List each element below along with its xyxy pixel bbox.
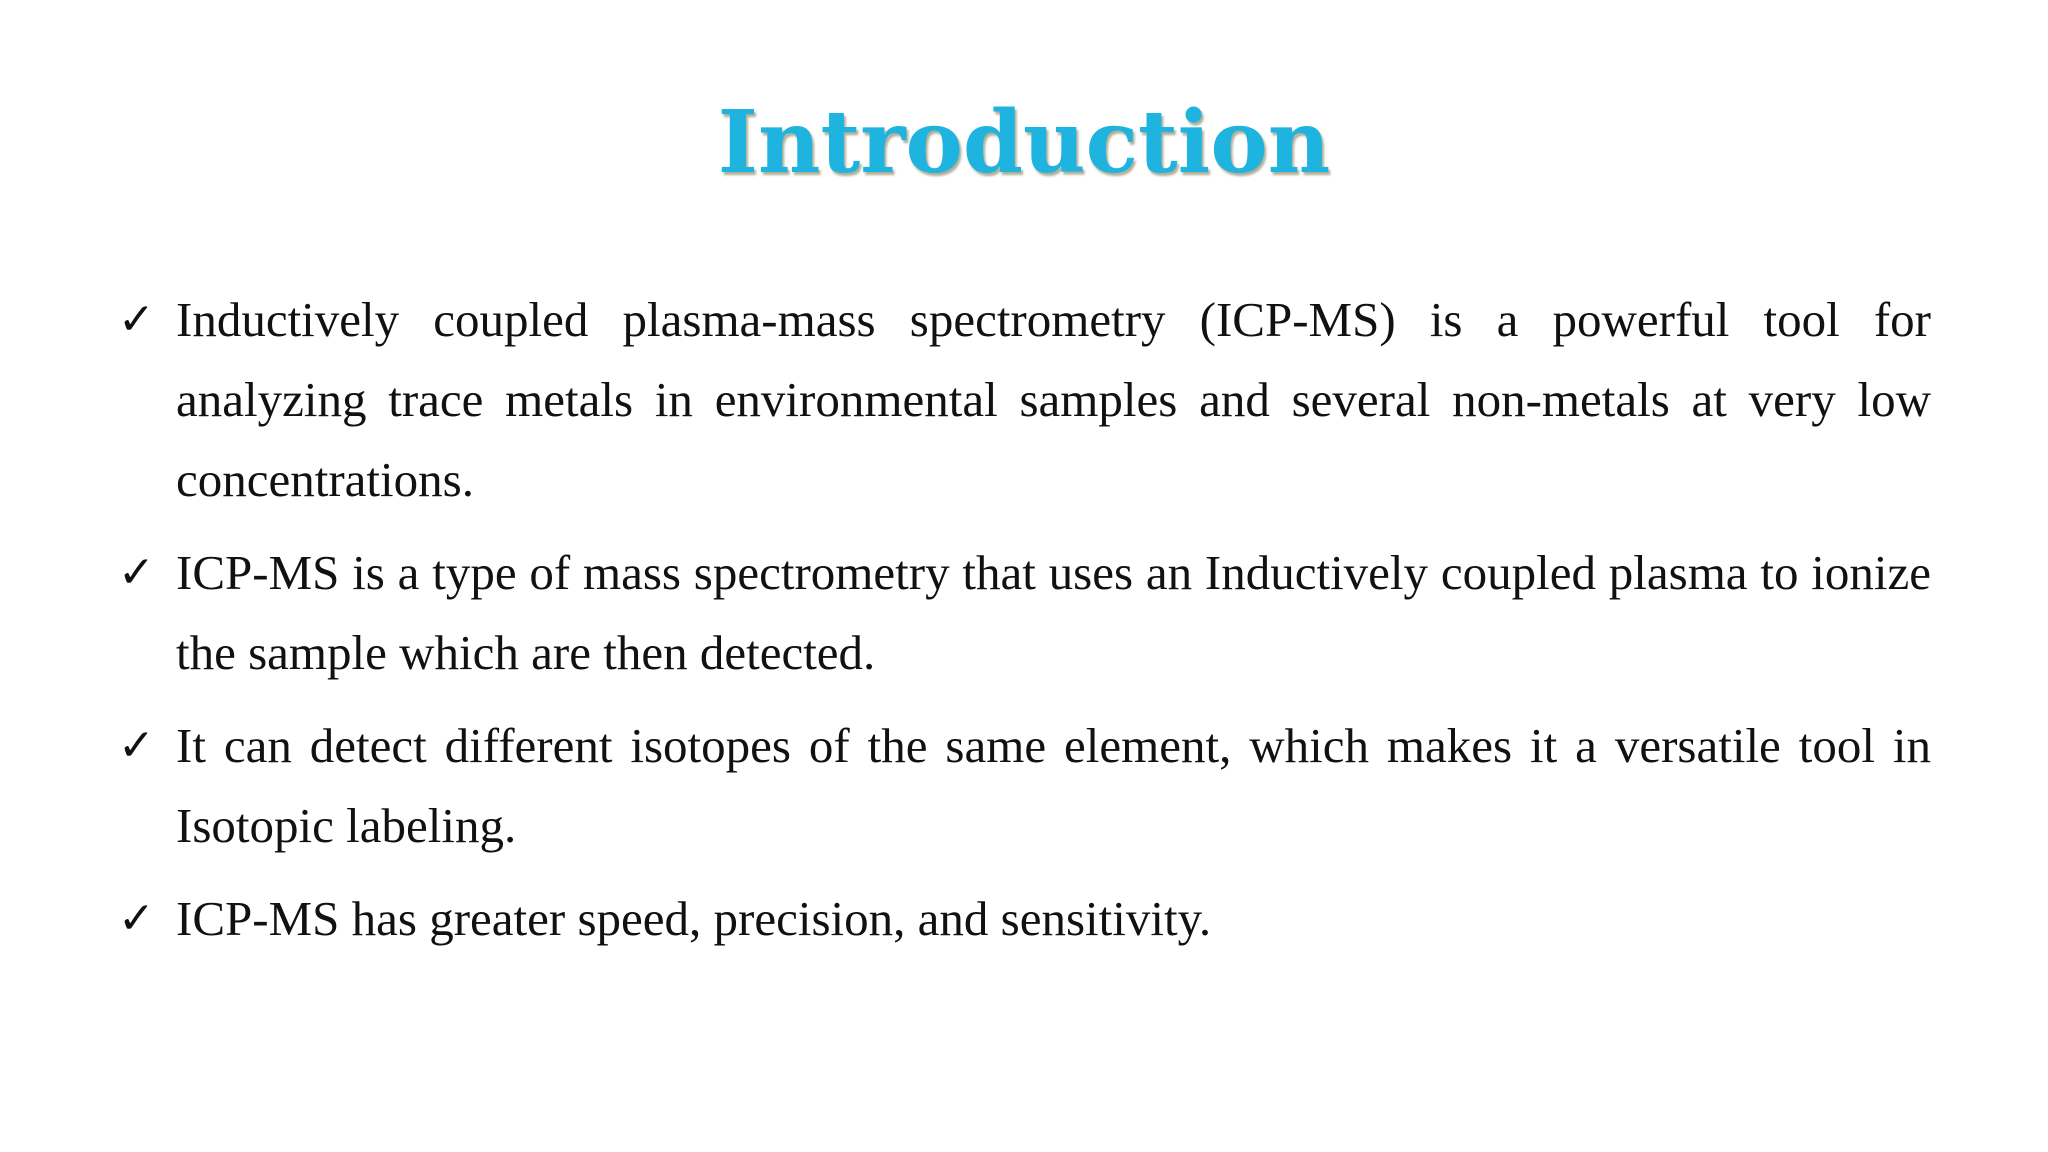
bullet-text: ICP-MS is a type of mass spectrometry that uses an Inductively coupled plasma to ionize the sample which are then detected. <box>176 545 1931 680</box>
bullet-item <box>118 706 1931 866</box>
check-mark-icon: ✓ <box>118 294 155 345</box>
bullet-text: ICP-MS has greater speed, precision, and sensitivity. <box>176 891 1212 946</box>
bullet-text: It can detect different isotopes of the same element, which makes it a versatile tool in Isotopic labeling. <box>176 718 1931 853</box>
slide-title: Introduction <box>717 92 1331 193</box>
bullet-item <box>118 533 1931 693</box>
bullet-text: Inductively coupled plasma-mass spectrometry (ICP-MS) is a powerful tool for analyzing trace metals in environmental samples and several non-metals at very low concentrations. <box>176 292 1931 507</box>
bullet-list <box>118 280 1931 972</box>
check-mark-icon: ✓ <box>118 547 155 598</box>
check-mark-icon: ✓ <box>118 720 155 771</box>
check-mark-icon: ✓ <box>118 893 155 944</box>
bullet-item <box>118 280 1931 520</box>
bullet-item <box>118 879 1931 959</box>
